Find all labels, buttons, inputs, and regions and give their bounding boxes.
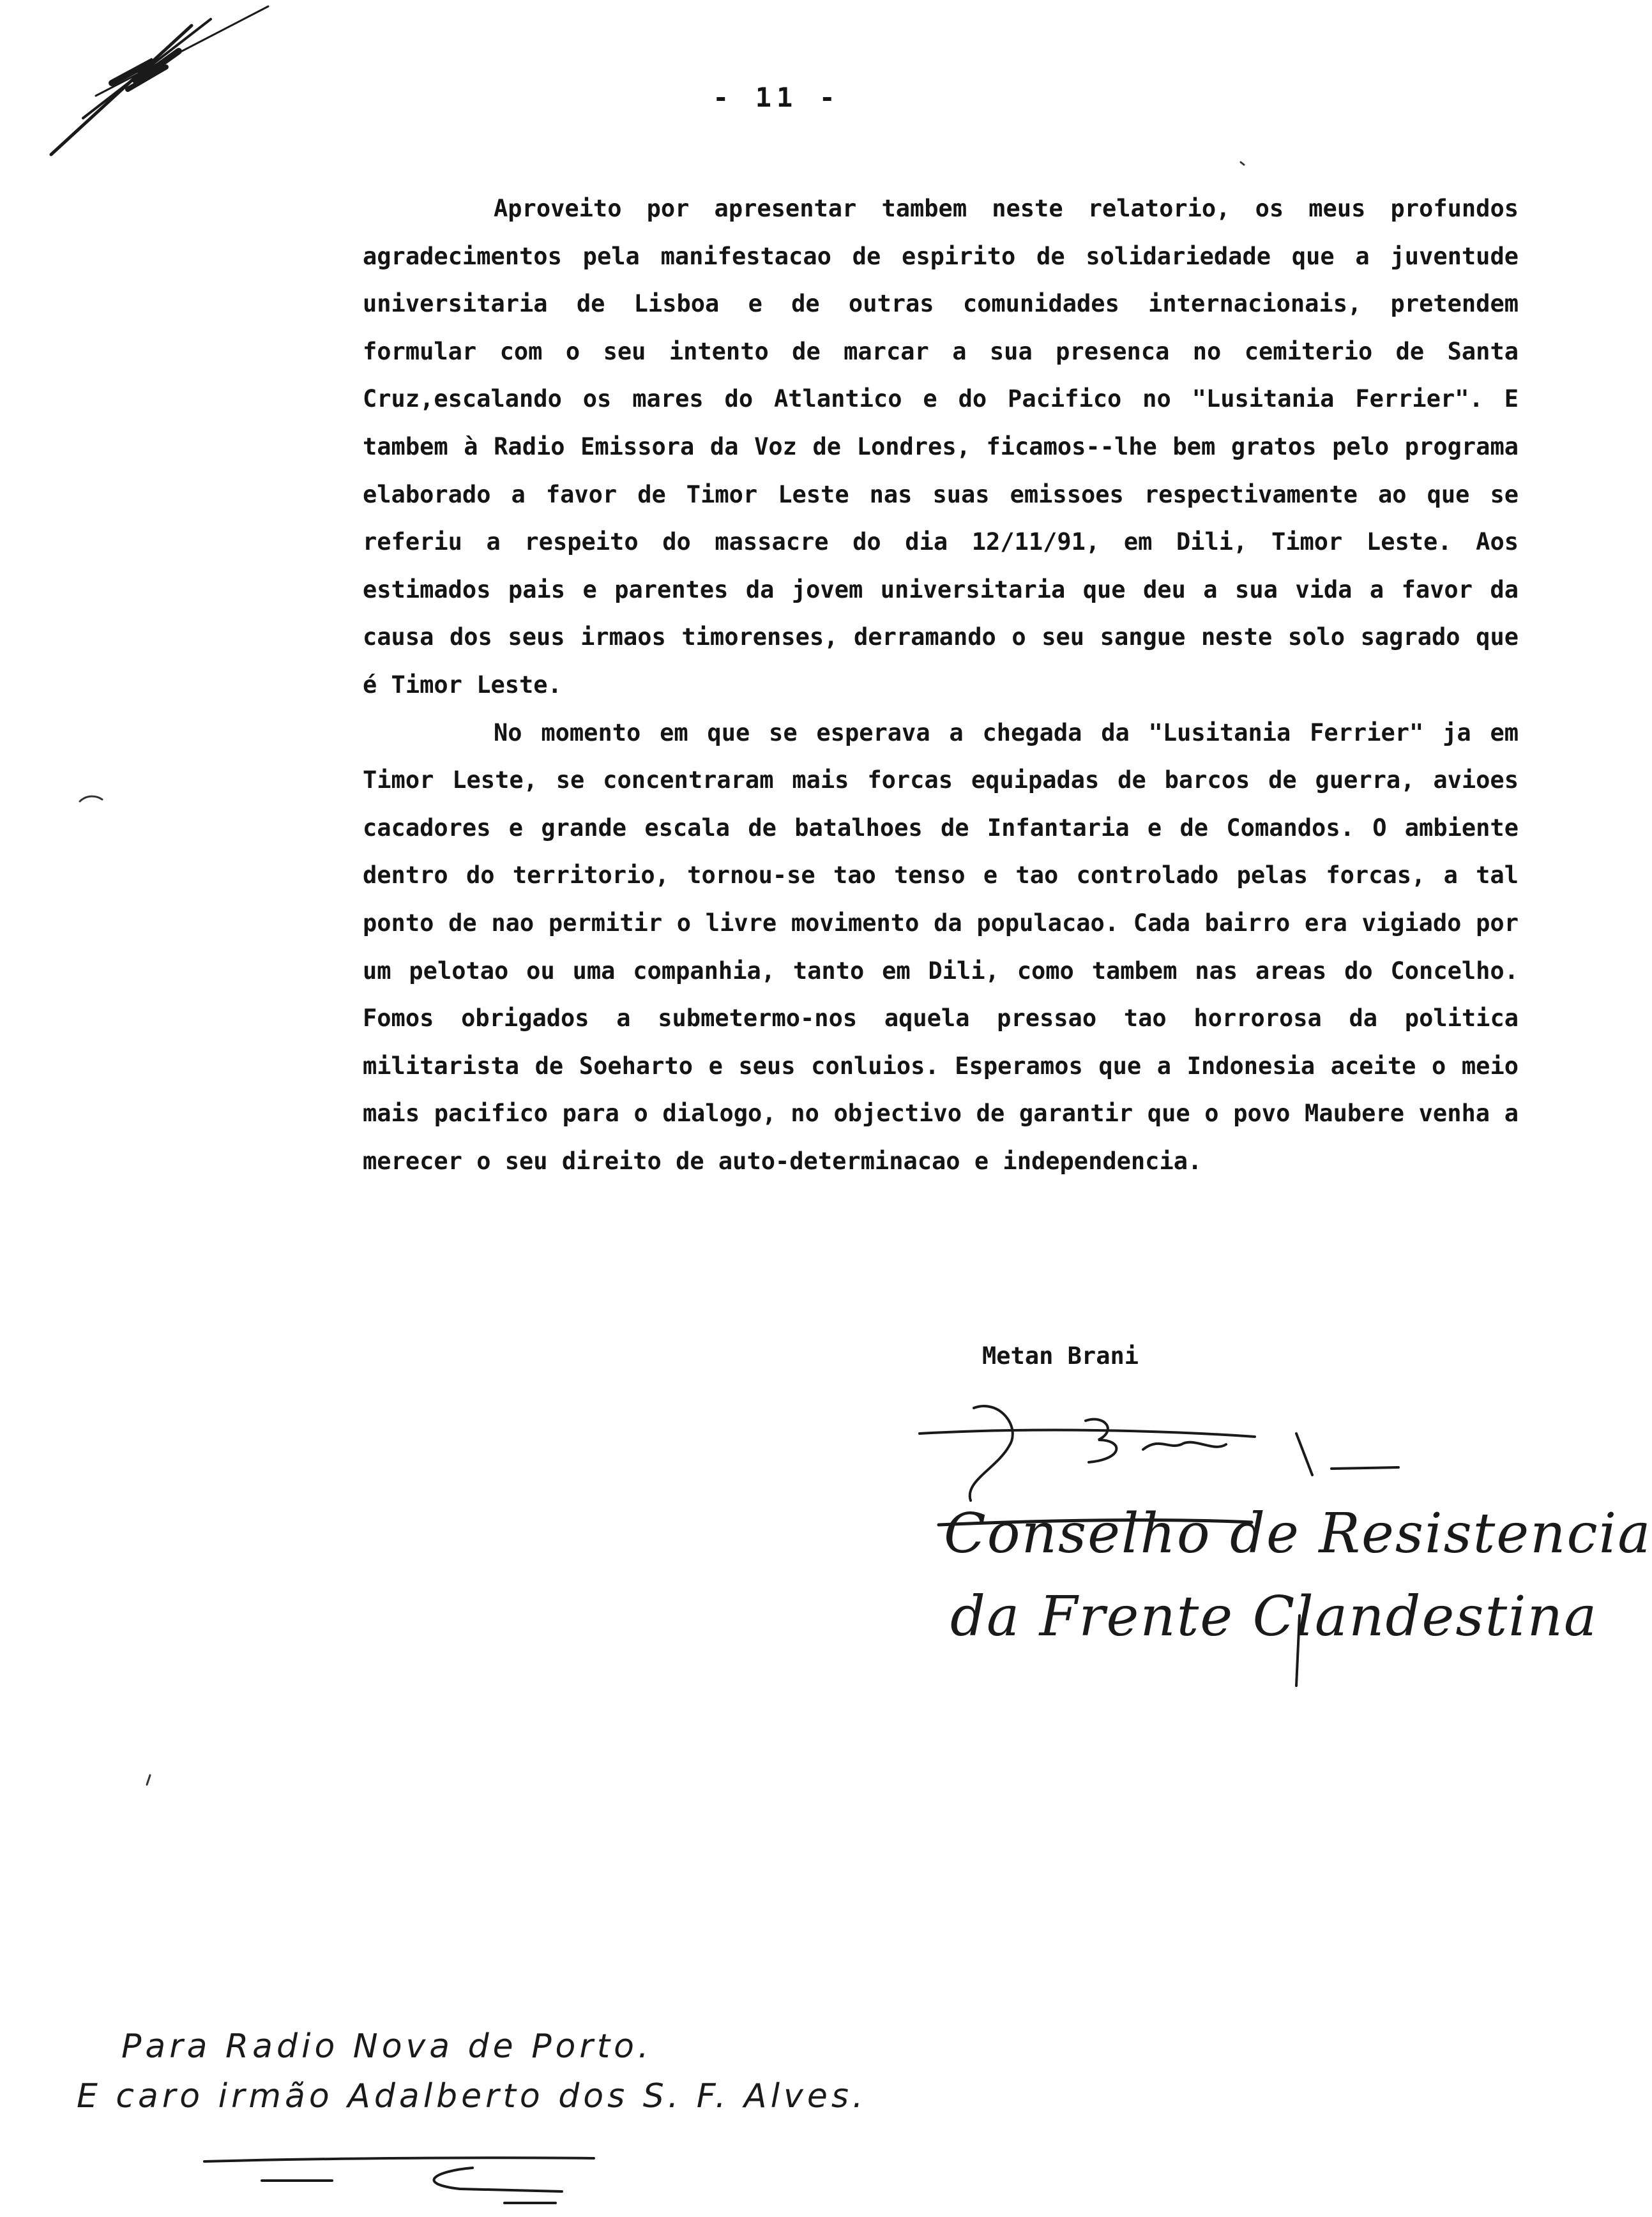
paragraph-gratitude: Aproveito por apresentar tambem neste relatorio, os meus profundos agradecimentos pela manifestacao de espirito de solidariedade que a juventude universitaria de Lisboa e de outras comunidades internacionais, pretendem formular com o seu intento de marcar a sua presenca no cemiterio de Santa Cruz,escalando os mares do Atlantico e do Pacifico no "Lusitania Ferrier". E tambem à Radio Emissora da Voz de Londres, ficamos--lhe bem gratos pelo programa elaborado a favor de Timor Leste nas suas emissoes respectivamente ao que se referiu a respeito do massacre do dia 12/11/91, em Dili, Timor Leste. Aos estimados pais e parentes da jovem universitaria que deu a sua vida a favor da causa dos seus irmaos timorenses, derramando o seu sangue neste solo sagrado que é Timor Leste.: [363, 195, 1519, 699]
handwritten-title-line2: da Frente Clandestina: [950, 1585, 1598, 1649]
note-line-1: Para Radio Nova de Porto.: [121, 2027, 653, 2066]
signer-name: Metan Brani: [982, 1342, 1139, 1370]
note-underline-strokes: [204, 2158, 594, 2203]
handwritten-title-line1: Conselho de Resistencia: [944, 1502, 1652, 1566]
signature-block: [944, 1342, 1652, 1700]
page-number: - 11 -: [713, 82, 840, 113]
corner-scribble-mark: [51, 6, 268, 155]
paragraph-military-situation: No momento em que se esperava a chegada da "Lusitania Ferrier" ja em Timor Leste, se concentraram mais forcas equipadas de barcos de guerra, avioes cacadores e grande escala de batalhoes de Infantaria e de Comandos. O ambiente dentro do territorio, tornou-se tao tenso e tao controlado pelas forcas, a tal ponto de nao permitir o livre movimento da populacao. Cada bairro era vigiado por um pelotao ou uma companhia, tanto em Dili, como tambem nas areas do Concelho. Fomos obrigados a submetermo-nos aquela pressao tao horrorosa da politica militarista de Soeharto e seus conluios. Esperamos que a Indonesia aceite o meio mais pacifico para o dialogo, no objectivo de garantir que o povo Maubere venha a merecer o seu direito de auto-determinacao e independencia.: [363, 718, 1519, 1175]
letter-body: [363, 185, 1519, 1185]
note-line-2: E caro irmão Adalberto dos S. F. Alves.: [77, 2077, 867, 2115]
